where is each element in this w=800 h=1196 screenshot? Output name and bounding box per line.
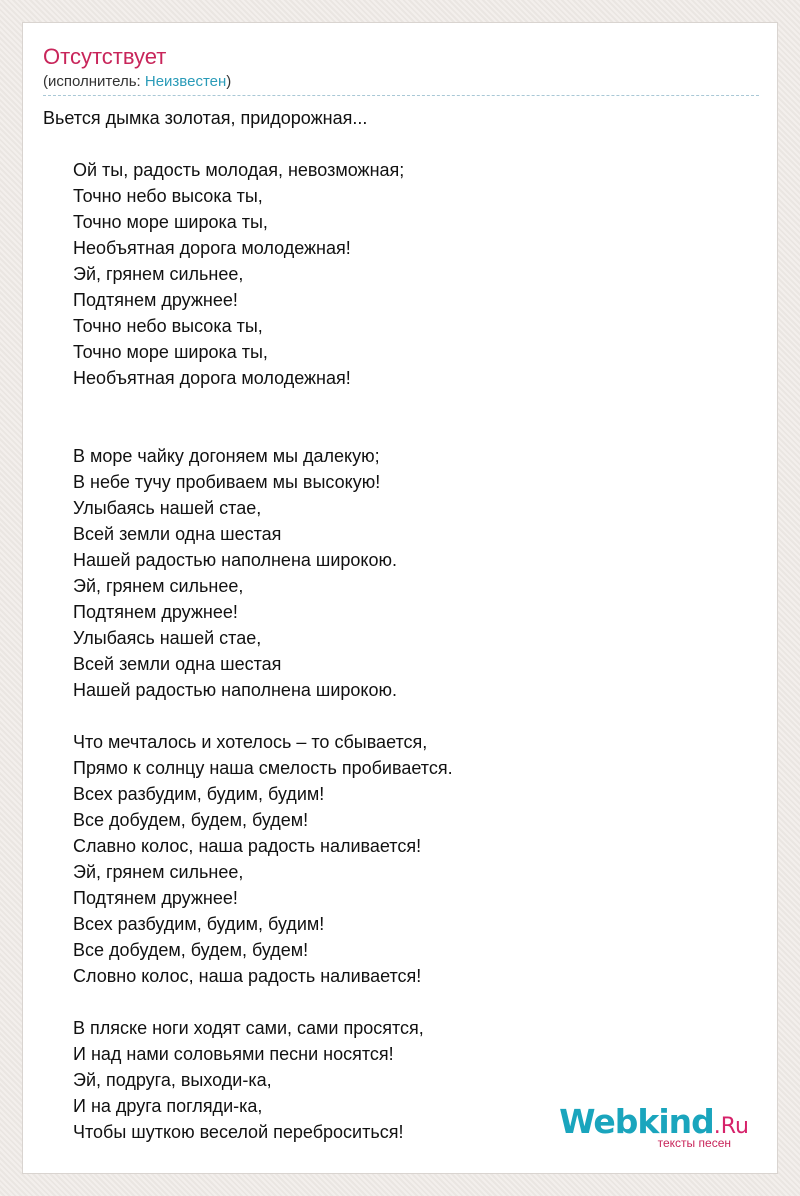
lyrics-body: [43, 105, 759, 1145]
stanza-break: [43, 703, 759, 729]
artist-prefix: (исполнитель:: [43, 73, 145, 90]
lyrics-card: [22, 22, 778, 1174]
lyric-line: Ой ты, радость молодая, невозможная;: [73, 160, 405, 180]
lyric-line: Прямо к солнцу наша смелость пробивается.: [73, 758, 453, 778]
lyric-line: Славно колос, наша радость наливается!: [73, 836, 422, 856]
lyric-line: Все добудем, будем, будем!: [73, 810, 309, 830]
logo-tld: .Ru: [713, 1114, 749, 1139]
lyric-line: В небе тучу пробиваем мы высокую!: [73, 472, 381, 492]
lyric-line: Словно колос, наша радость наливается!: [73, 966, 422, 986]
lyric-line: И над нами соловьями песни носятся!: [73, 1044, 394, 1064]
lyric-line: Точно небо высока ты,: [73, 186, 263, 206]
lyric-line: Всех разбудим, будим, будим!: [73, 914, 325, 934]
lyric-line: Эй, подруга, выходи-ка,: [73, 1070, 272, 1090]
lyric-line: Все добудем, будем, будем!: [73, 940, 309, 960]
lyric-line: Эй, грянем сильнее,: [73, 862, 244, 882]
lyric-line: Точно море широка ты,: [73, 212, 268, 232]
artist-suffix: ): [226, 73, 232, 90]
verse-1: [73, 157, 759, 391]
lyric-line: Эй, грянем сильнее,: [73, 576, 244, 596]
song-title: Отсутствует: [43, 44, 167, 69]
stanza-break: [43, 391, 759, 443]
lyric-line: И на друга погляди-ка,: [73, 1096, 263, 1116]
lyric-line: Подтянем дружнее!: [73, 888, 238, 908]
lyric-line: Точно небо высока ты,: [73, 316, 263, 336]
song-header: [43, 43, 759, 96]
lyric-line: Точно море широка ты,: [73, 342, 268, 362]
lyric-line: Нашей радостью наполнена широкою.: [73, 550, 397, 570]
verse-3: [73, 729, 759, 989]
lyric-line: Улыбаясь нашей стае,: [73, 498, 262, 518]
logo-brand: Webkind: [559, 1102, 714, 1141]
lyric-line: Всех разбудим, будим, будим!: [73, 784, 325, 804]
lyrics-intro: Вьется дымка золотая, придорожная...: [43, 108, 368, 128]
lyric-line: Улыбаясь нашей стае,: [73, 628, 262, 648]
verse-2: [73, 443, 759, 703]
artist-link[interactable]: Неизвестен: [144, 73, 227, 90]
lyric-line: Эй, грянем сильнее,: [73, 264, 244, 284]
lyric-line: Необъятная дорога молодежная!: [73, 368, 351, 388]
lyric-line: Что мечталось и хотелось – то сбывается,: [73, 732, 428, 752]
lyric-line: Подтянем дружнее!: [73, 290, 238, 310]
lyric-line: Всей земли одна шестая: [73, 524, 282, 544]
lyric-line: Подтянем дружнее!: [73, 602, 238, 622]
lyric-line: Необъятная дорога молодежная!: [73, 238, 351, 258]
lyric-line: В море чайку догоняем мы далекую;: [73, 446, 380, 466]
lyric-line: Нашей радостью наполнена широкою.: [73, 680, 397, 700]
logo-tagline: тексты песен: [657, 1136, 731, 1150]
stanza-break: [43, 989, 759, 1015]
artist-line: [43, 72, 231, 92]
webkind-logo[interactable]: [549, 1103, 749, 1153]
lyric-line: Чтобы шуткою веселой переброситься!: [73, 1122, 404, 1142]
lyric-line: В пляске ноги ходят сами, сами просятся,: [73, 1018, 424, 1038]
lyric-line: Всей земли одна шестая: [73, 654, 282, 674]
